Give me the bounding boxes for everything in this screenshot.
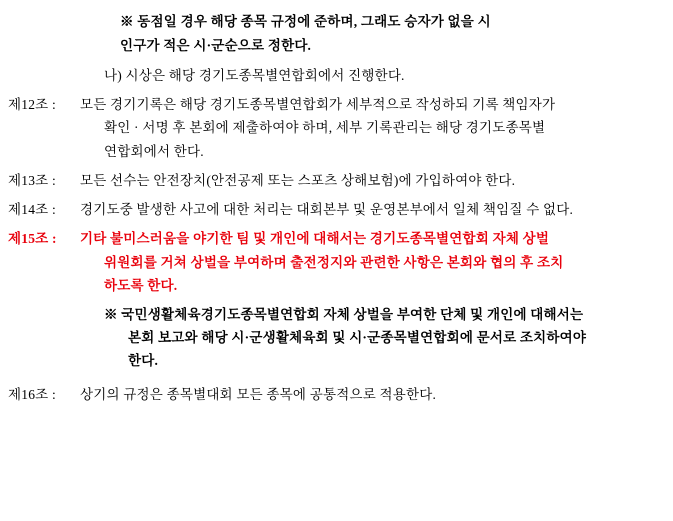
note-block-line-2: 본회 보고와 해당 시·군생활체육회 및 시·군종목별연합회에 문서로 조치하여야 (128, 330, 587, 346)
top-note-line-1: ※ 동점일 경우 해당 종목 규정에 준하며, 그래도 승자가 없을 시 (120, 14, 491, 29)
note-block-body (80, 303, 665, 373)
sub-item-na: 나) 시상은 해당 경기도종목별연합회에서 진행한다. (104, 68, 405, 84)
article-15-line-3: 하도록 한다. (104, 277, 178, 293)
article-14 (8, 198, 665, 221)
article-15-label: 제15조 : (8, 231, 57, 247)
note-block (8, 303, 665, 373)
note-block-line-1: ※ 국민생활체육경기도종목별연합회 자체 상벌을 부여한 단체 및 개인에 대해서는 (104, 307, 584, 322)
article-15-body (80, 227, 665, 297)
article-14-line-1: 경기도중 발생한 사고에 대한 처리는 대회본부 및 운영본부에서 일체 책임질 수 없다. (80, 202, 574, 218)
article-15-line-2: 위원회를 거쳐 상벌을 부여하며 출전정지와 관련한 사항은 본회와 협의 후 조치 (104, 254, 564, 270)
article-16-body (80, 383, 665, 406)
article-16-label: 제16조 : (8, 386, 56, 402)
article-15 (8, 227, 665, 297)
article-14-label: 제14조 : (8, 202, 56, 218)
article-12 (8, 93, 665, 163)
article-16 (8, 383, 665, 406)
article-13-body (80, 169, 665, 192)
top-note-line-2: 인구가 적은 시·군순으로 정한다. (120, 38, 312, 54)
article-12-line-3: 연합회에서 한다. (104, 143, 204, 159)
top-note (120, 10, 657, 58)
note-block-line-3: 한다. (128, 353, 159, 369)
article-13 (8, 169, 665, 192)
article-14-body (80, 198, 665, 221)
article-13-label: 제13조 : (8, 172, 56, 188)
article-12-line-1: 모든 경기기록은 해당 경기도종목별연합회가 세부적으로 작성하되 기록 책임자가 (80, 97, 556, 113)
article-12-body (80, 93, 665, 163)
article-12-label: 제12조 : (8, 97, 56, 113)
article-15-line-1: 기타 불미스러움을 야기한 팀 및 개인에 대해서는 경기도종목별연합회 자체 상벌 (80, 231, 550, 247)
note-block-gutter (8, 303, 80, 326)
article-16-line-1: 상기의 규정은 종목별대회 모든 종목에 공통적으로 적용한다. (80, 386, 437, 402)
article-12-line-2: 확인 · 서명 후 본회에 제출하여야 하며, 세부 기록관리는 해당 경기도종목별 (104, 120, 546, 136)
article-13-line-1: 모든 선수는 안전장치(안전공제 또는 스포츠 상해보험)에 가입하여야 한다. (80, 172, 516, 188)
